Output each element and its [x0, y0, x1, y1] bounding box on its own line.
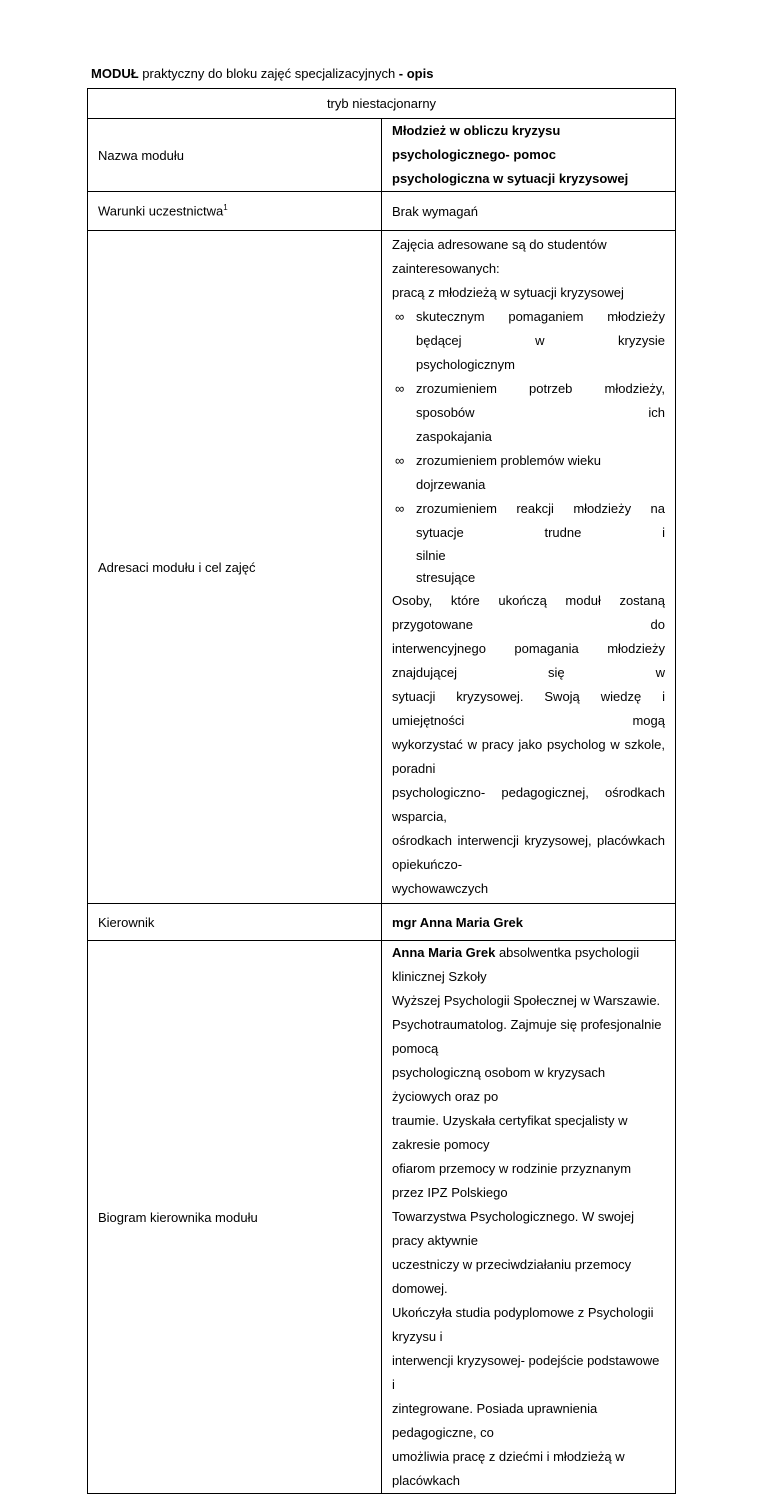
- bullet-symbol: ∞: [395, 453, 405, 468]
- list-item-text: zaspokajania: [416, 429, 492, 444]
- biography-line: Psychotraumatolog. Zajmuje się profesjonalnie pomocą: [392, 1017, 662, 1056]
- bullet-symbol: ∞: [395, 309, 405, 324]
- heading-opis: - opis: [398, 66, 434, 81]
- bullet-symbol: ∞: [395, 501, 405, 516]
- module-name-value-cell: [382, 119, 676, 192]
- list-item: [392, 497, 665, 589]
- list-item-text: zrozumieniem potrzeb młodzieży, sposobów ich: [416, 381, 665, 420]
- audience-outcome-line: wychowawczych: [392, 881, 489, 896]
- module-name-row: [88, 119, 676, 192]
- biography-label: Biogram kierownika modułu: [98, 1209, 258, 1225]
- manager-label: Kierownik: [98, 914, 155, 930]
- biography-first-line-text: absolwentka psychologii klinicznej Szkoły: [392, 945, 640, 984]
- audience-label: Adresaci modułu i cel zajęć: [98, 559, 256, 575]
- biography-value-cell: [382, 941, 676, 1494]
- list-item-text: psychologicznym: [416, 357, 515, 372]
- audience-row: [88, 231, 676, 904]
- module-name-label-cell: [88, 119, 382, 192]
- conditions-footnote-marker: 1: [223, 203, 228, 213]
- mode-header-cell: [88, 89, 676, 119]
- module-table: [87, 88, 676, 1494]
- document-heading: [91, 66, 433, 81]
- list-item-text: zrozumieniem reakcji młodzieży na sytuacje trudne i: [416, 501, 665, 540]
- manager-label-cell: [88, 904, 382, 941]
- list-item: [392, 449, 665, 497]
- audience-value-cell: [382, 231, 676, 904]
- audience-intro-line: Zajęcia adresowane są do studentów zainteresowanych:: [392, 237, 607, 276]
- audience-outcome-line: interwencyjnego pomagania młodzieży znajdującej się w: [392, 641, 665, 680]
- biography-name: Anna Maria Grek: [392, 945, 496, 960]
- conditions-label-cell: [88, 192, 382, 231]
- audience-goals-list: [392, 305, 665, 589]
- biography-line: Ukończyła studia podyplomowe z Psychologii kryzysu i: [392, 1305, 654, 1344]
- module-name-value-line: psychologiczna w sytuacji kryzysowej: [392, 171, 629, 186]
- biography-row: [88, 941, 676, 1494]
- audience-outcome-line: sytuacji kryzysowej. Swoją wiedzę i umiejętności mogą: [392, 689, 665, 728]
- biography-line: Towarzystwa Psychologicznego. W swojej pracy aktywnie: [392, 1209, 635, 1248]
- audience-outcome-line: psychologiczno- pedagogicznej, ośrodkach wsparcia,: [392, 785, 665, 824]
- biography-line: interwencji kryzysowej- podejście podstawowe i: [392, 1353, 660, 1392]
- audience-outcome-line: ośrodkach interwencji kryzysowej, placówkach opiekuńczo-: [392, 833, 665, 872]
- biography-line: ofiarom przemocy w rodzinie przyznanym przez IPZ Polskiego: [392, 1161, 632, 1200]
- list-item-text: silnie: [416, 548, 446, 563]
- list-item-text: skutecznym pomaganiem młodzieży będącej w kryzysie: [416, 309, 665, 348]
- list-item-text: zrozumieniem problemów wieku dojrzewania: [416, 453, 601, 492]
- module-name-value-line: Młodzież w obliczu kryzysu psychologicznego- pomoc: [392, 123, 561, 162]
- list-item-text: stresujące: [416, 570, 476, 585]
- audience-intro-line: pracą z młodzieżą w sytuacji kryzysowej: [392, 285, 624, 300]
- conditions-row: [88, 192, 676, 231]
- biography-line: [392, 941, 665, 989]
- manager-value-cell: [382, 904, 676, 941]
- conditions-value: Brak wymagań: [392, 203, 478, 219]
- module-name-label: Nazwa modułu: [98, 147, 184, 163]
- biography-line: Wyższej Psychologii Społecznej w Warszawie.: [392, 993, 661, 1008]
- biography-label-cell: [88, 941, 382, 1494]
- mode-header-text: tryb niestacjonarny: [326, 96, 437, 111]
- biography-line: zintegrowane. Posiada uprawnienia pedagogiczne, co: [392, 1401, 598, 1440]
- manager-name: mgr Anna Maria Grek: [392, 914, 524, 930]
- audience-outcome-line: wykorzystać w pracy jako psycholog w szkole, poradni: [392, 737, 665, 776]
- list-item: [392, 305, 665, 377]
- audience-label-cell: [88, 231, 382, 904]
- heading-description: praktyczny do bloku zajęć specjalizacyjnych: [138, 66, 399, 81]
- heading-module-word: MODUŁ: [91, 66, 139, 81]
- manager-row: [88, 904, 676, 941]
- audience-outcome-line: Osoby, które ukończą moduł zostaną przygotowane do: [392, 593, 665, 632]
- biography-line: traumie. Uzyskała certyfikat specjalisty w zakresie pomocy: [392, 1113, 628, 1152]
- bullet-symbol: ∞: [395, 381, 405, 396]
- conditions-label: Warunki uczestnictwa: [98, 203, 224, 219]
- conditions-value-cell: [382, 192, 676, 231]
- biography-line: psychologiczną osobom w kryzysach życiowych oraz po: [392, 1065, 606, 1104]
- biography-line: umożliwia pracę z dziećmi i młodzieżą w placówkach: [392, 1449, 625, 1488]
- biography-line: uczestniczy w przeciwdziałaniu przemocy domowej.: [392, 1257, 632, 1296]
- list-item: [392, 377, 665, 449]
- mode-row: [88, 89, 676, 119]
